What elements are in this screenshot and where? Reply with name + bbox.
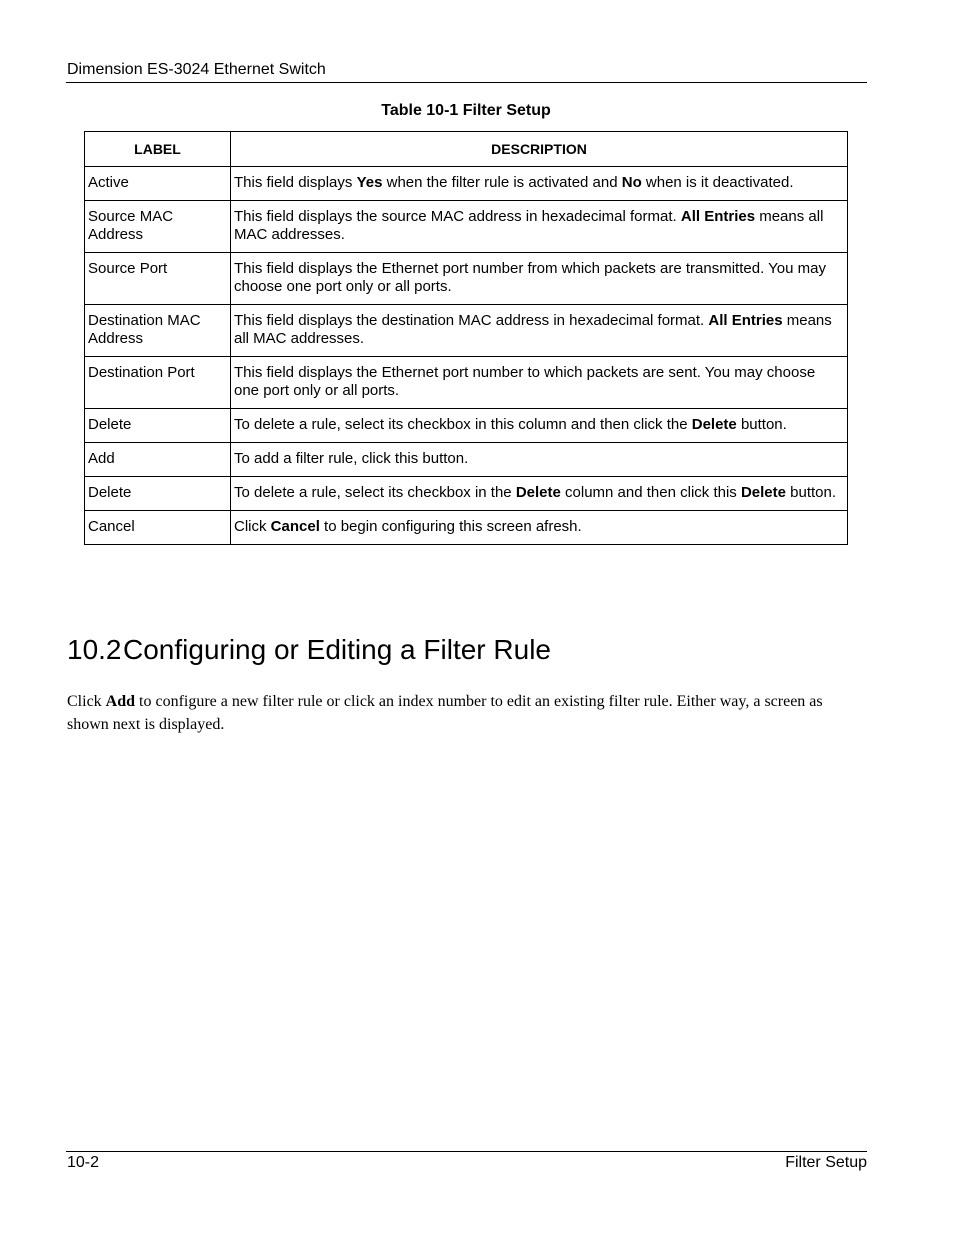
row-label: Source Port xyxy=(85,253,231,305)
bold-term: All Entries xyxy=(680,208,756,225)
bold-term: Delete xyxy=(691,416,737,433)
bold-term: Add xyxy=(105,693,136,710)
table-row xyxy=(85,409,848,443)
running-header: Dimension ES-3024 Ethernet Switch xyxy=(67,61,326,78)
table-body xyxy=(85,167,848,545)
text-run: when is it deactivated. xyxy=(641,174,794,191)
column-header-description: DESCRIPTION xyxy=(231,132,848,167)
footer-divider xyxy=(66,1151,867,1152)
row-description xyxy=(231,357,848,409)
table-row xyxy=(85,511,848,545)
row-description xyxy=(231,167,848,201)
text-run: This field displays the Ethernet port number from which packets are transmitted. You may choose one port only or all ports. xyxy=(234,260,826,295)
table-row xyxy=(85,443,848,477)
row-description xyxy=(231,305,848,357)
row-description xyxy=(231,443,848,477)
row-label: Destination MAC Address xyxy=(85,305,231,357)
text-run: This field displays the Ethernet port number to which packets are sent. You may choose one port only or all ports. xyxy=(234,364,816,399)
header-divider xyxy=(66,82,867,83)
bold-term: No xyxy=(621,174,642,191)
bold-term: Delete xyxy=(515,484,561,501)
row-label: Delete xyxy=(85,409,231,443)
row-label: Active xyxy=(85,167,231,201)
table-row xyxy=(85,201,848,253)
text-run: when the filter rule is activated and xyxy=(382,174,622,191)
row-label: Delete xyxy=(85,477,231,511)
table-row xyxy=(85,167,848,201)
row-label: Source MAC Address xyxy=(85,201,231,253)
table-row xyxy=(85,477,848,511)
row-description xyxy=(231,511,848,545)
section-number: 10.2 xyxy=(67,634,122,665)
text-run: column and then click this xyxy=(560,484,741,501)
text-run: means all MAC addresses. xyxy=(234,208,824,243)
table-row xyxy=(85,357,848,409)
text-run: To add a filter rule, click this button. xyxy=(234,450,469,467)
text-run: means all MAC addresses. xyxy=(234,312,832,347)
text-run: to begin configuring this screen afresh. xyxy=(319,518,582,535)
page-number: 10-2 xyxy=(67,1154,100,1171)
bold-term: Cancel xyxy=(270,518,320,535)
text-run: This field displays the source MAC address in hexadecimal format. xyxy=(234,208,681,225)
bold-term: Yes xyxy=(356,174,383,191)
row-description xyxy=(231,409,848,443)
text-run: to configure a new filter rule or click an index number to edit an existing filter rule. Either way, a screen as shown next is displayed. xyxy=(67,693,823,733)
text-run: Click xyxy=(234,518,271,535)
section-heading xyxy=(67,633,551,667)
bold-term: All Entries xyxy=(708,312,783,329)
table-header-row xyxy=(85,132,848,167)
text-run: This field displays the destination MAC address in hexadecimal format. xyxy=(234,312,709,329)
text-run: Click xyxy=(67,693,106,710)
row-label: Cancel xyxy=(85,511,231,545)
table-caption: Table 10-1 Filter Setup xyxy=(381,102,551,119)
row-description xyxy=(231,477,848,511)
table-row xyxy=(85,253,848,305)
filter-setup-table xyxy=(84,131,848,545)
row-description xyxy=(231,253,848,305)
bold-term: Delete xyxy=(740,484,786,501)
row-description xyxy=(231,201,848,253)
text-run: button. xyxy=(736,416,787,433)
section-title-text: Configuring or Editing a Filter Rule xyxy=(123,634,551,665)
row-label: Destination Port xyxy=(85,357,231,409)
text-run: This field displays xyxy=(234,174,357,191)
chapter-name: Filter Setup xyxy=(785,1154,867,1171)
table-row xyxy=(85,305,848,357)
text-run: button. xyxy=(785,484,837,501)
column-header-label: LABEL xyxy=(85,132,231,167)
body-paragraph xyxy=(67,690,837,736)
text-run: To delete a rule, select its checkbox in the xyxy=(234,484,516,501)
row-label: Add xyxy=(85,443,231,477)
text-run: To delete a rule, select its checkbox in this column and then click the xyxy=(234,416,692,433)
